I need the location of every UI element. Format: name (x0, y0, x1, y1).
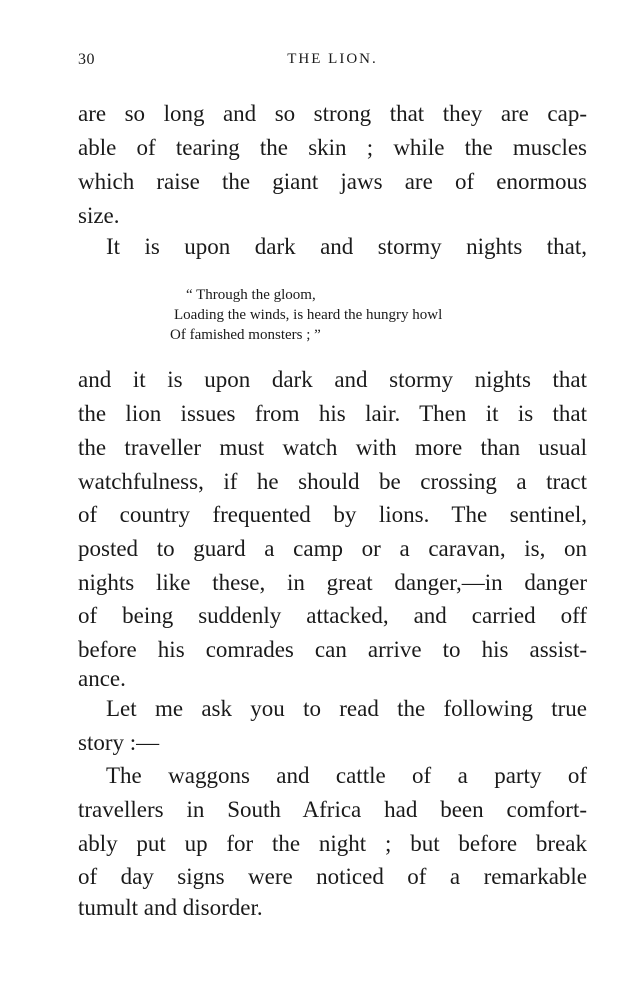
text-line: of day signs were noticed of a remarkable (78, 864, 587, 889)
quote-line: Loading the winds, is heard the hungry howl (174, 307, 443, 323)
text-line: travellers in South Africa had been comfort- (78, 797, 587, 822)
text-line: and it is upon dark and stormy nights that (78, 367, 587, 392)
text-line: ance. (78, 666, 126, 691)
text-line: able of tearing the skin ; while the muscles (78, 135, 587, 160)
text-line: ably put up for the night ; but before break (78, 831, 587, 856)
quote-line: “ Through the gloom, (186, 287, 316, 303)
text-line: of being suddenly attacked, and carried off (78, 603, 587, 628)
text-line: the lion issues from his lair. Then it is that (78, 401, 587, 426)
text-line: size. (78, 203, 120, 228)
paragraph-first-line: Let me ask you to read the following true (106, 696, 587, 721)
text-line: watchfulness, if he should be crossing a tract (78, 469, 587, 494)
text-line: are so long and so strong that they are cap- (78, 101, 587, 126)
text-line: the traveller must watch with more than usual (78, 435, 587, 460)
paragraph-first-line: The waggons and cattle of a party of (106, 763, 587, 788)
text-line: of country frequented by lions. The sentinel, (78, 502, 587, 527)
text-line: before his comrades can arrive to his assist- (78, 637, 587, 662)
running-title: THE LION. (287, 51, 378, 67)
page-number: 30 (78, 51, 95, 68)
page-header (78, 51, 587, 75)
text-line: which raise the giant jaws are of enormous (78, 169, 587, 194)
text-line: posted to guard a camp or a caravan, is, on (78, 536, 587, 561)
text-line: story :— (78, 730, 160, 755)
paragraph-first-line: It is upon dark and stormy nights that, (106, 234, 587, 259)
quote-line: Of famished monsters ; ” (170, 327, 321, 343)
text-line: nights like these, in great danger,—in danger (78, 570, 587, 595)
text-line: tumult and disorder. (78, 895, 263, 920)
